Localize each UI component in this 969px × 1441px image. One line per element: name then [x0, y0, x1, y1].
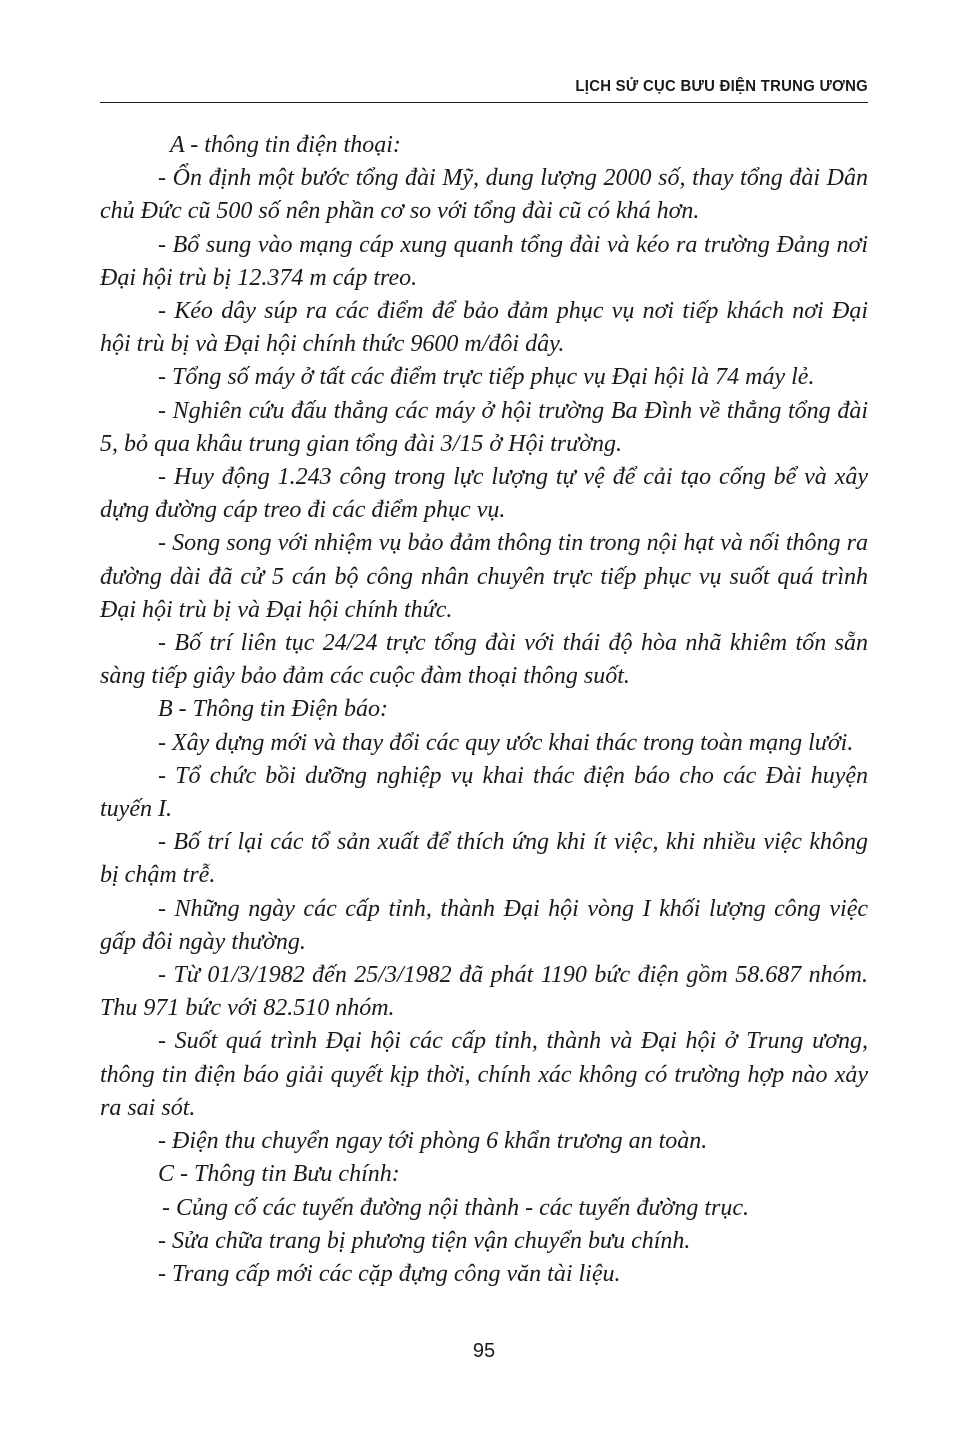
paragraph: - Kéo dây súp ra các điểm để bảo đảm phục vụ nơi tiếp khách nơi Đại hội trù bị và Đại hội chính thức 9600 m/đôi dây. — [100, 298, 868, 358]
paragraph: - Bố trí lại các tổ sản xuất để thích ứng khi ít việc, khi nhiều việc không bị chậm trễ. — [100, 829, 868, 889]
paragraph: - Song song với nhiệm vụ bảo đảm thông tin trong nội hạt và nối thông ra đường dài đã cử 5 cán bộ công nhân chuyên trực tiếp phục vụ suốt quá trình Đại hội trù bị và Đại hội chính thức. — [100, 530, 868, 623]
paragraph: - Những ngày các cấp tỉnh, thành Đại hội vòng I khối lượng công việc gấp đôi ngày thường. — [100, 895, 868, 955]
paragraph: - Từ 01/3/1982 đến 25/3/1982 đã phát 1190 bức điện gồm 58.687 nhóm. Thu 971 bức với 82.510 nhóm. — [100, 962, 868, 1022]
page-number: 95 — [472, 1340, 496, 1362]
paragraph: - Tổng số máy ở tất các điểm trực tiếp phục vụ Đại hội là 74 máy lẻ. — [158, 364, 815, 391]
header-rule — [100, 102, 868, 103]
paragraph: - Tổ chức bồi dưỡng nghiệp vụ khai thác điện báo cho các Đài huyện tuyến I. — [100, 762, 868, 823]
section-heading-telegraph: B - Thông tin Điện báo: — [158, 696, 388, 723]
paragraph: - Ổn định một bước tổng đài Mỹ, dung lượng 2000 số, thay tổng đài Dân chủ Đức cũ 500 số nên phần cơ so với tổng đài cũ có khá hơn. — [100, 165, 868, 225]
paragraph: - Bổ sung vào mạng cáp xung quanh tổng đài và kéo ra trường Đảng nơi Đại hội trù bị 12.374 m cáp treo. — [100, 231, 868, 291]
paragraph: - Suốt quá trình Đại hội các cấp tỉnh, thành và Đại hội ở Trung ương, thông tin điện báo giải quyết kịp thời, chính xác không có trường hợp nào xảy ra sai sót. — [100, 1028, 868, 1121]
paragraph: - Nghiên cứu đấu thẳng các máy ở hội trường Ba Đình về thẳng tổng đài 5, bỏ qua khâu trung gian tổng đài 3/15 ở Hội trường. — [100, 397, 868, 457]
running-header: LỊCH SỬ CỤC BƯU ĐIỆN TRUNG ƯƠNG — [575, 78, 868, 95]
paragraph: - Xây dựng mới và thay đổi các quy ước khai thác trong toàn mạng lưới. — [158, 729, 854, 756]
section-heading-postal: C - Thông tin Bưu chính: — [158, 1161, 400, 1188]
paragraph: - Điện thu chuyển ngay tới phòng 6 khẩn trương an toàn. — [158, 1128, 708, 1155]
paragraph: - Trang cấp mới các cặp đựng công văn tài liệu. — [158, 1260, 621, 1287]
section-heading-telephone: A - thông tin điện thoại: — [170, 132, 401, 158]
page-body — [100, 129, 868, 1291]
paragraph: - Huy động 1.243 công trong lực lượng tự vệ để cải tạo cống bể và xây dựng đường cáp treo đi các điểm phục vụ. — [100, 464, 868, 524]
paragraph: - Củng cố các tuyến đường nội thành - các tuyến đường trục. — [162, 1194, 749, 1221]
paragraph: - Sửa chữa trang bị phương tiện vận chuyển bưu chính. — [158, 1227, 691, 1254]
paragraph: - Bố trí liên tục 24/24 trực tổng đài với thái độ hòa nhã khiêm tốn sẵn sàng tiếp giây bảo đảm các cuộc đàm thoại thông suốt. — [100, 630, 868, 690]
